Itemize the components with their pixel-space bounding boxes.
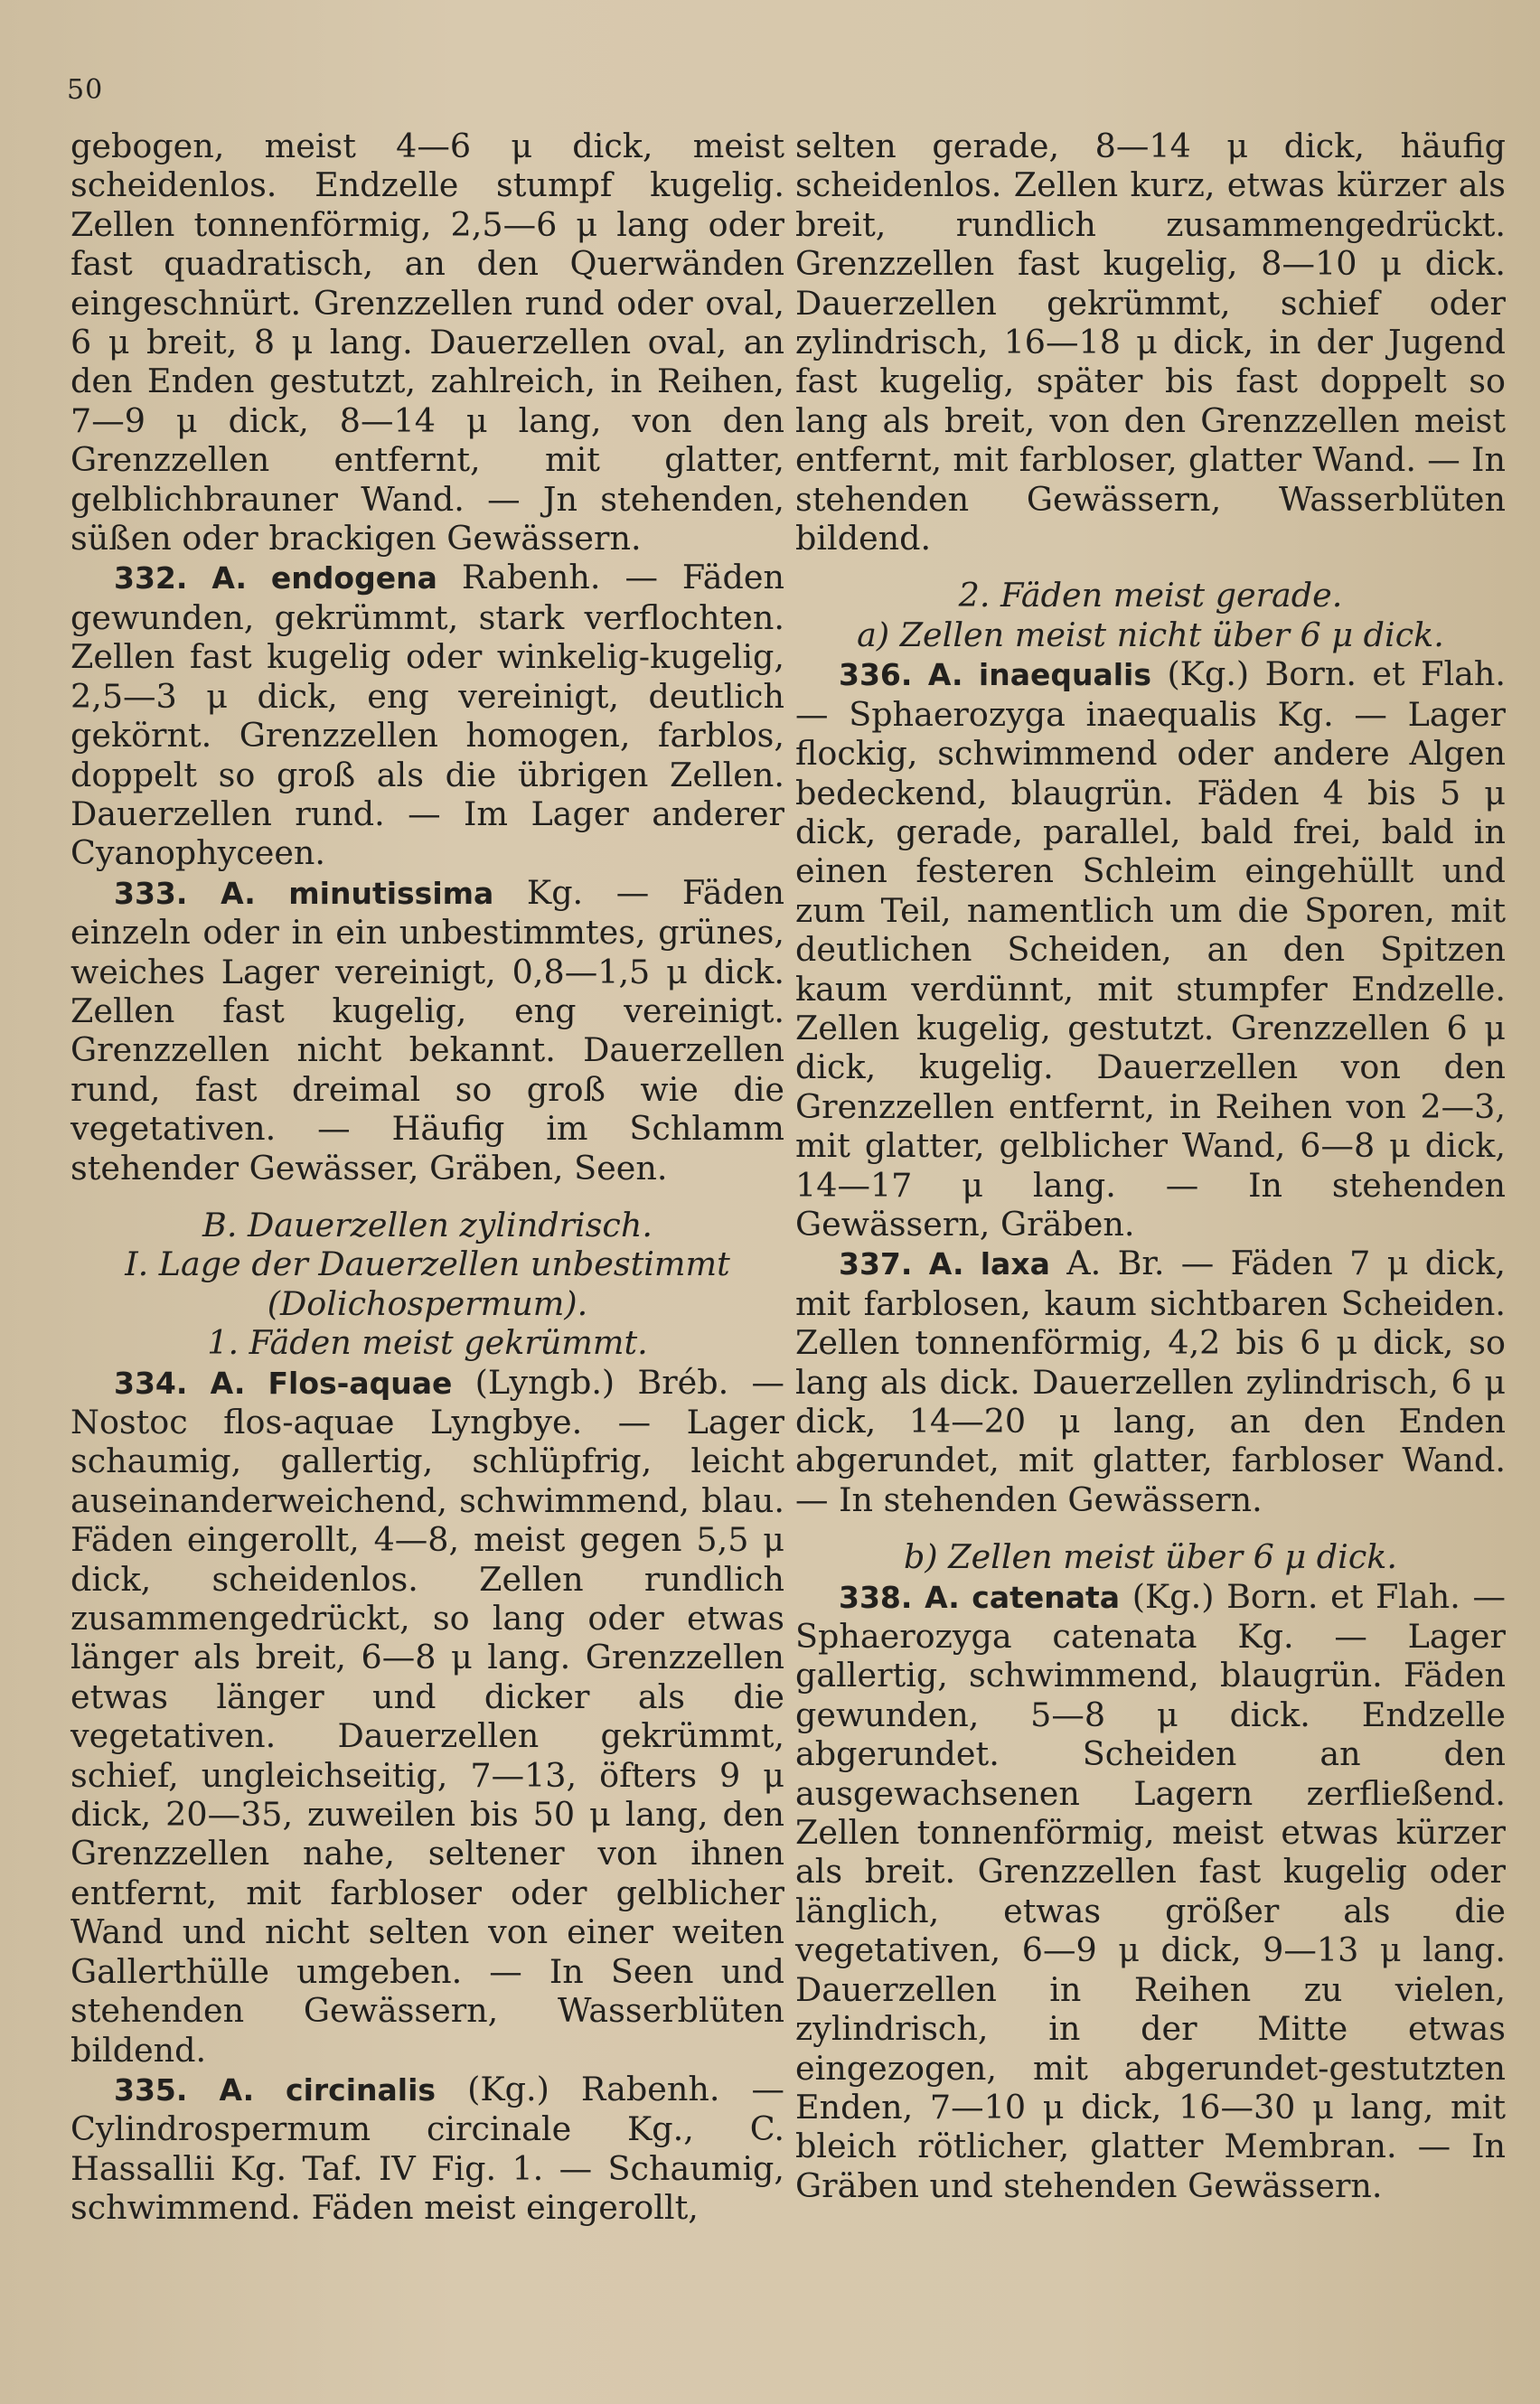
entry-number: 338. (839, 1579, 913, 1615)
entry-text: (Kg.) Born. et Flah. — Sphaerozyga catenata Kg. — Lager gallertig, schwimmend, blaugrün. Fäden gewunden, 5—8 μ dick. Endzelle abgerundet. Scheiden an den ausgewachsenen Lagern zerfließend. Zellen tonnenförmig, meist etwas kürzer als breit. Grenzzellen fast kugelig oder länglich, etwas größer als die vegetativen, 6—9 μ dick, 9—13 μ lang. Dauerzellen in Reihen zu vielen, zylindrisch, in der Mitte etwas eingezogen, mit abgerundet-gestutzten Enden, 7—10 μ dick, 16—30 μ lang, mit bleich rötlicher, glatter Membran. — In Gräben und stehenden Gewässern. (795, 1576, 1506, 2205)
subsection-heading: 2. Fäden meist gerade. (958, 576, 1343, 615)
species-name: A. inaequalis (927, 657, 1151, 693)
entry-text: (Kg.) Born. et Flah. — Sphaerozyga inaequalis Kg. — Lager flockig, schwimmend oder andere Algen bedeckend, blaugrün. Fäden 4 bis 5 μ dick, gerade, parallel, bald frei, bald in einen festeren Schleim eingehüllt und zum Teil, namentlich um die Sporen, mit deutlichen Scheiden, an den Spitzen kaum verdünnt, mit stumpfer Endzelle. Zellen kugelig, gestutzt. Grenzzellen 6 μ dick, kugelig. Dauerzellen von den Grenzzellen entfernt, in Reihen von 2—3, mit glatter, gelblicher Wand, 6—8 μ dick, 14—17 μ lang. — In stehenden Gewässern, Gräben. (795, 654, 1506, 1244)
entry-number: 334. (114, 1365, 188, 1401)
species-name: A. minutissima (221, 875, 494, 911)
entry-number: 332. (114, 560, 188, 596)
subsection-heading: a) Zellen meist nicht über 6 μ dick. (857, 615, 1444, 654)
entry-332 (70, 558, 784, 872)
subsection-heading: 1. Fäden meist gekrümmt. (207, 1323, 648, 1363)
species-name: A. endogena (211, 560, 437, 596)
entry-336 (795, 654, 1506, 1244)
species-name: A. laxa (928, 1246, 1050, 1282)
right-column (795, 127, 1506, 2205)
entry-number: 337. (839, 1246, 913, 1282)
entry-number: 335. (114, 2071, 188, 2108)
section-heading: B. Dauerzellen zylindrisch. (202, 1205, 653, 1244)
left-column (70, 127, 784, 2228)
continued-paragraph: gebogen, meist 4—6 μ dick, meist scheidenlos. Endzelle stumpf kugelig. Zellen tonnenförmig, 2,5—6 μ lang oder fast quadratisch, an den Querwänden eingeschnürt. Grenzzellen rund oder oval, 6 μ breit, 8 μ lang. Dauerzellen oval, an den Enden gestutzt, zahlreich, in Reihen, 7—9 μ dick, 8—14 μ lang, von den Grenzzellen entfernt, mit glatter, gelblichbrauner Wand. — Jn stehenden, süßen oder brackigen Gewässern. (70, 127, 784, 559)
species-name: A. circinalis (219, 2071, 437, 2108)
entry-text: Kg. — Fäden einzeln oder in ein unbestimmtes, grünes, weiches Lager vereinigt, 0,8—1,5 μ dick. Zellen fast kugelig, eng vereinigt. Grenzzellen nicht bekannt. Dauerzellen rund, fast dreimal so groß wie die vegetativen. — Häufig im Schlamm stehender Gewässer, Gräben, Seen. (70, 872, 785, 1188)
entry-337 (795, 1244, 1506, 1519)
entry-338 (795, 1577, 1506, 2206)
entry-333 (70, 873, 784, 1188)
page-number: 50 (67, 74, 104, 106)
entry-text: (Kg.) Rabenh. — Cylindrospermum circinale Kg., C. Hassallii Kg. Taf. IV Fig. 1. — Schaumig, schwimmend. Fäden meist eingerollt, (70, 2069, 784, 2228)
continued-paragraph: selten gerade, 8—14 μ dick, häufig scheidenlos. Zellen kurz, etwas kürzer als breit, rundlich zusammengedrückt. Grenzzellen fast kugelig, 8—10 μ dick. Dauerzellen gekrümmt, schief oder zylindrisch, 16—18 μ dick, in der Jugend fast kugelig, später bis fast doppelt so lang als breit, von den Grenzzellen meist entfernt, mit farbloser, glatter Wand. — In stehenden Gewässern, Wasserblüten bildend. (795, 127, 1506, 559)
species-name: A. catenata (925, 1579, 1121, 1615)
entry-334 (70, 1363, 784, 2070)
entry-text: Rabenh. — Fäden gewunden, gekrümmt, stark verflochten. Zellen fast kugelig oder winkelig-kugelig, 2,5—3 μ dick, eng vereinigt, deutlich gekörnt. Grenzzellen homogen, farblos, doppelt so groß als die übrigen Zellen. Dauerzellen rund. — Im Lager anderer Cyanophyceen. (70, 558, 784, 873)
entry-335 (70, 2070, 784, 2228)
entry-number: 336. (839, 657, 913, 693)
subsection-heading: (Dolichospermum). (267, 1283, 588, 1323)
subsection-heading: b) Zellen meist über 6 μ dick. (904, 1537, 1397, 1577)
subsection-heading: I. Lage der Dauerzellen unbestimmt (125, 1244, 730, 1284)
entry-text: A. Br. — Fäden 7 μ dick, mit farblosen, kaum sichtbaren Scheiden. Zellen tonnenförmig, 4,2 bis 6 μ dick, so lang als dick. Dauerzellen zylindrisch, 6 μ dick, 14—20 μ lang, an den Enden abgerundet, mit glatter, farbloser Wand. — In stehenden Gewässern. (795, 1244, 1506, 1519)
species-name: A. Flos-aquae (210, 1365, 453, 1401)
entry-number: 333. (114, 875, 188, 911)
entry-text: (Lyngb.) Bréb. — Nostoc flos-aquae Lyngbye. — Lager schaumig, gallertig, schlüpfrig, leicht auseinanderweichend, schwimmend, blau. Fäden eingerollt, 4—8, meist gegen 5,5 μ dick, scheidenlos. Zellen rundlich zusammengedrückt, so lang oder etwas länger als breit, 6—8 μ lang. Grenzzellen etwas länger und dicker als die vegetativen. Dauerzellen gekrümmt, schief, ungleichseitig, 7—13, öfters 9 μ dick, 20—35, zuweilen bis 50 μ lang, den Grenzzellen nahe, seltener von ihnen entfernt, mit farbloser oder gelblicher Wand und nicht selten von einer weiten Gallerthülle umgeben. — In Seen und stehenden Gewässern, Wasserblüten bildend. (70, 1362, 784, 2070)
